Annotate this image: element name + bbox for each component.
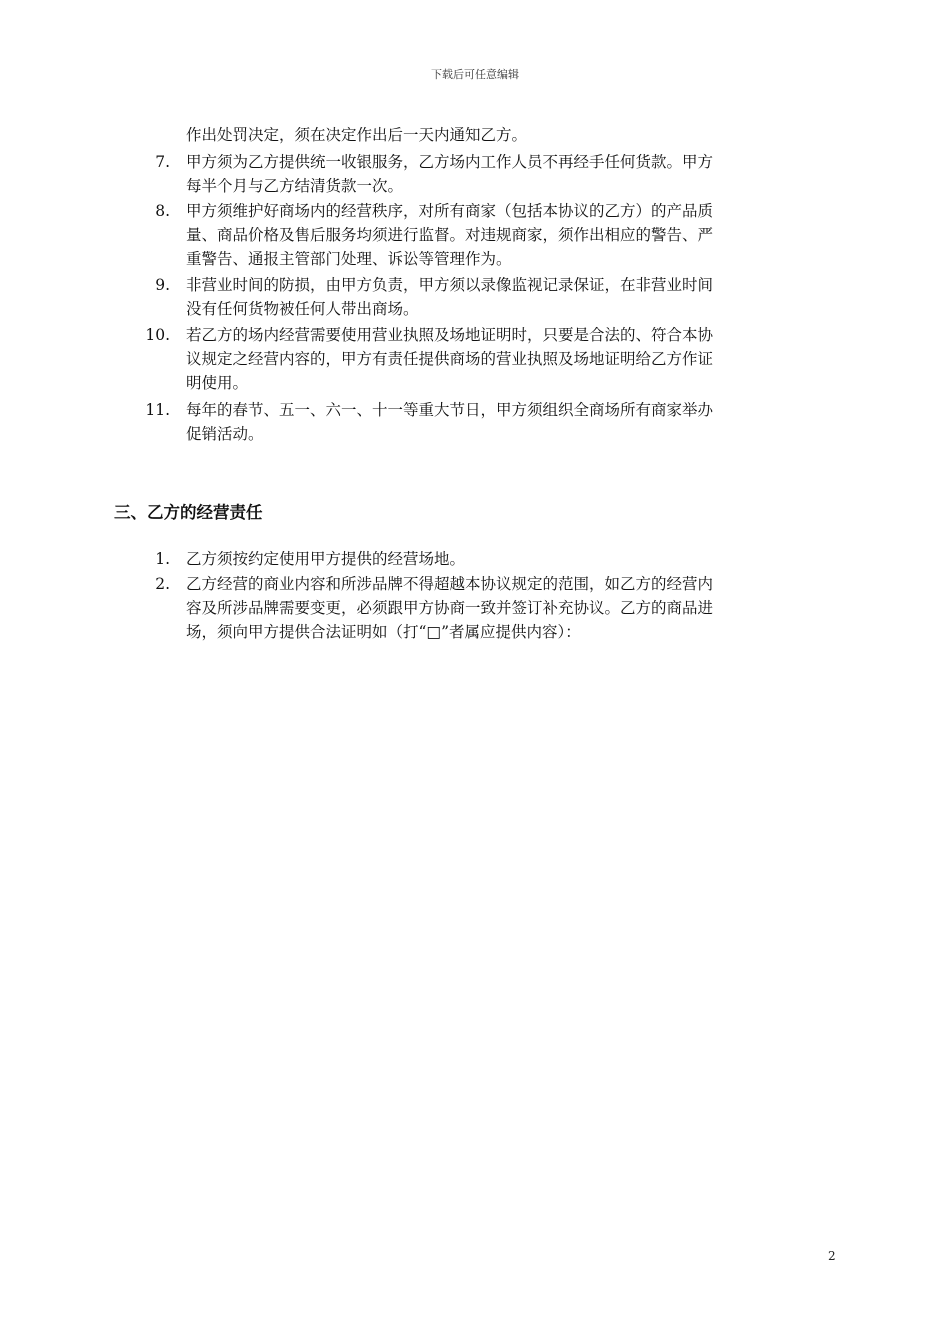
list-number: 10.	[145, 326, 170, 344]
section-heading: 三、乙方的经营责任	[114, 503, 263, 522]
list-number: 8.	[155, 202, 170, 220]
page-header: 下载后可任意编辑	[431, 68, 519, 81]
list-number: 9.	[155, 276, 170, 294]
list-text: 甲方须为乙方提供统一收银服务，乙方场内工作人员不再经手任何货款。甲方 每半个月与乙方结清货款一次。	[186, 153, 714, 195]
list-number: 11.	[145, 401, 170, 419]
list-text: 若乙方的场内经营需要使用营业执照及场地证明时，只要是合法的、符合本协 议规定之经营内容的，甲方有责任提供商场的营业执照及场地证明给乙方作证 明使用。	[186, 326, 714, 392]
list-number: 1.	[155, 550, 170, 568]
list-number: 7.	[155, 153, 170, 171]
list-text: 非营业时间的防损，由甲方负责，甲方须以录像监视记录保证，在非营业时间 没有任何货物被任何人带出商场。	[186, 276, 714, 318]
list-text: 乙方经营的商业内容和所涉品牌不得超越本协议规定的范围，如乙方的经营内 容及所涉品牌需要变更，必须跟甲方协商一致并签订补充协议。乙方的商品进 场，须向甲方提供合法证明如（打“□”者属应提供内容）：	[186, 575, 714, 641]
continuation-paragraph: 作出处罚决定，须在决定作出后一天内通知乙方。	[186, 126, 528, 144]
list-text: 甲方须维护好商场内的经营秩序，对所有商家（包括本协议的乙方）的产品质 量、商品价格及售后服务均须进行监督。对违规商家，须作出相应的警告、严 重警告、通报主管部门处理、诉讼等管理作为。	[186, 202, 714, 268]
list-number: 2.	[155, 575, 170, 593]
list-text: 每年的春节、五一、六一、十一等重大节日，甲方须组织全商场所有商家举办 促销活动。	[186, 401, 714, 443]
page-number: 2	[828, 1249, 836, 1263]
list-text: 乙方须按约定使用甲方提供的经营场地。	[186, 550, 466, 568]
